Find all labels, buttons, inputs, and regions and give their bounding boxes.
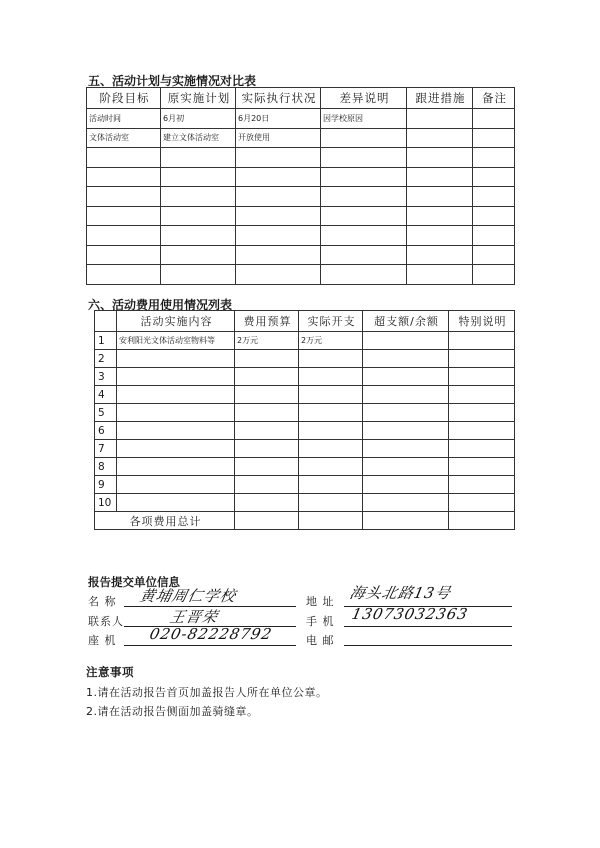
table-cell [363,332,449,350]
table-cell [117,404,235,422]
table-cell [87,187,161,207]
table-cell [299,494,363,512]
mobile-label: 手 机 [306,615,335,628]
column-header: 活动实施内容 [117,311,235,332]
table-cell [407,226,473,246]
total-cell [449,512,515,530]
name-value: 黄埔周仁学校 [137,587,238,605]
table-cell [321,128,407,148]
table-cell [407,109,473,129]
table-cell [473,265,515,285]
table-cell [363,458,449,476]
email-label: 电 邮 [306,634,335,647]
table-cell [235,368,299,386]
table-cell [299,440,363,458]
row-number: 5 [95,404,117,422]
table-row [87,128,515,148]
table-cell [87,206,161,226]
table-cell [235,458,299,476]
table-cell [363,494,449,512]
table-cell [161,148,236,168]
table-row [95,350,515,368]
table-cell [407,206,473,226]
table-cell [161,187,236,207]
table-cell [449,368,515,386]
phone-underline [124,645,296,646]
table-cell [299,458,363,476]
table-cell: 6月初 [161,109,236,129]
table-row [95,494,515,512]
table-cell [236,245,321,265]
column-header: 阶段目标 [87,88,161,109]
table-cell [473,245,515,265]
contact-label: 联系人 [88,615,124,628]
table-cell [299,404,363,422]
row-number: 10 [95,494,117,512]
table-cell [407,148,473,168]
table-cell [473,128,515,148]
table-row [87,265,515,285]
note-item: 1.请在活动报告首页加盖报告人所在单位公章。 [86,686,328,699]
table-cell [161,167,236,187]
row-number: 1 [95,332,117,350]
row-number: 2 [95,350,117,368]
table-cell [161,206,236,226]
table-cell [299,386,363,404]
total-cell [299,512,363,530]
table-cell [235,422,299,440]
table-row [95,368,515,386]
table-row [95,332,515,350]
table-cell [363,386,449,404]
notes-heading: 注意事项 [86,665,134,679]
table-cell [117,494,235,512]
table-cell [449,440,515,458]
table-row [95,386,515,404]
table-cell [299,368,363,386]
table-cell [161,226,236,246]
phone-label: 座 机 [88,634,117,647]
table-cell [321,265,407,285]
table-cell [236,148,321,168]
table-cell [473,226,515,246]
table-row [87,148,515,168]
table-cell [473,167,515,187]
row-number: 4 [95,386,117,404]
table-cell [161,265,236,285]
table-cell [449,422,515,440]
table-cell [87,148,161,168]
table-cell [87,245,161,265]
table-cell [117,440,235,458]
section5-title: 五、活动计划与实施情况对比表 [88,74,257,88]
table-row [95,422,515,440]
row-number: 8 [95,458,117,476]
total-cell [363,512,449,530]
table-cell [117,422,235,440]
table-cell [161,245,236,265]
table-cell [117,476,235,494]
table-cell [449,476,515,494]
column-header: 跟进措施 [407,88,473,109]
table-cell [235,386,299,404]
table-cell [236,265,321,285]
table-row [95,476,515,494]
table-cell [473,109,515,129]
submitter-heading: 报告提交单位信息 [88,575,180,589]
table-cell [236,167,321,187]
table-header-row [95,311,515,332]
table-cell [407,245,473,265]
table-cell: 2万元 [299,332,363,350]
table-cell [117,386,235,404]
phone-value: 020-82228792 [148,625,274,643]
table-cell [407,128,473,148]
table-row [87,187,515,207]
table-row [95,404,515,422]
table-cell [117,458,235,476]
row-number: 3 [95,368,117,386]
table-row [87,226,515,246]
table-cell [449,386,515,404]
table-cell [299,422,363,440]
table-cell [321,226,407,246]
table-cell [407,167,473,187]
table-cell: 建立文体活动室 [161,128,236,148]
table-cell [236,206,321,226]
total-cell [235,512,299,530]
row-number: 6 [95,422,117,440]
table-cell [363,440,449,458]
table-cell [363,350,449,368]
table-cell [299,476,363,494]
column-header: 特别说明 [449,311,515,332]
table-row [95,440,515,458]
name-label: 名 称 [88,595,117,608]
expense-table [94,310,515,530]
plan-vs-implementation-table [86,87,515,285]
total-label: 各项费用总计 [95,512,235,530]
table-cell [235,440,299,458]
table-cell: 活动时间 [87,109,161,129]
table-cell [321,206,407,226]
table-cell [321,245,407,265]
table-cell [449,404,515,422]
table-cell: 开放使用 [236,128,321,148]
table-cell [407,187,473,207]
table-cell: 因学校原因 [321,109,407,129]
email-underline [344,645,512,646]
row-number: 7 [95,440,117,458]
table-row [95,458,515,476]
table-cell: 文体活动室 [87,128,161,148]
table-cell [407,265,473,285]
table-cell [87,265,161,285]
table-cell [235,404,299,422]
table-cell: 6月20日 [236,109,321,129]
table-cell [236,226,321,246]
note-item: 2.请在活动报告侧面加盖骑缝章。 [86,705,259,718]
table-cell [363,476,449,494]
column-header: 差异说明 [321,88,407,109]
table-cell [363,422,449,440]
table-cell: 2万元 [235,332,299,350]
mobile-underline [344,626,512,627]
column-header: 实际执行状况 [236,88,321,109]
address-label: 地 址 [306,595,335,608]
table-cell [87,226,161,246]
table-cell [363,404,449,422]
table-cell [473,206,515,226]
column-header: 超支额/余额 [363,311,449,332]
address-value: 海头北路13号 [347,584,453,602]
table-cell [321,148,407,168]
row-number: 9 [95,476,117,494]
table-cell [299,350,363,368]
table-row [87,245,515,265]
column-header: 费用预算 [235,311,299,332]
section6-title: 六、活动费用使用情况列表 [88,298,233,312]
table-cell [117,368,235,386]
table-row [87,167,515,187]
table-cell [235,476,299,494]
table-cell [321,167,407,187]
table-cell [236,187,321,207]
column-header: 实际开支 [299,311,363,332]
table-cell [321,187,407,207]
table-cell [235,350,299,368]
table-cell [473,187,515,207]
table-cell [87,167,161,187]
column-header: 备注 [473,88,515,109]
total-row [95,512,515,530]
table-cell [117,350,235,368]
table-cell [449,350,515,368]
column-header: 原实施计划 [161,88,236,109]
table-cell [449,332,515,350]
table-cell [449,458,515,476]
column-header [95,311,117,332]
table-cell [363,368,449,386]
table-cell [235,494,299,512]
table-row [87,206,515,226]
table-row [87,109,515,129]
table-cell [449,494,515,512]
table-cell [473,148,515,168]
mobile-value: 13073032363 [350,605,470,623]
table-cell: 安利阳光文体活动室物料等 [117,332,235,350]
contact-value: 王晋荣 [167,608,220,626]
table-header-row [87,88,515,109]
